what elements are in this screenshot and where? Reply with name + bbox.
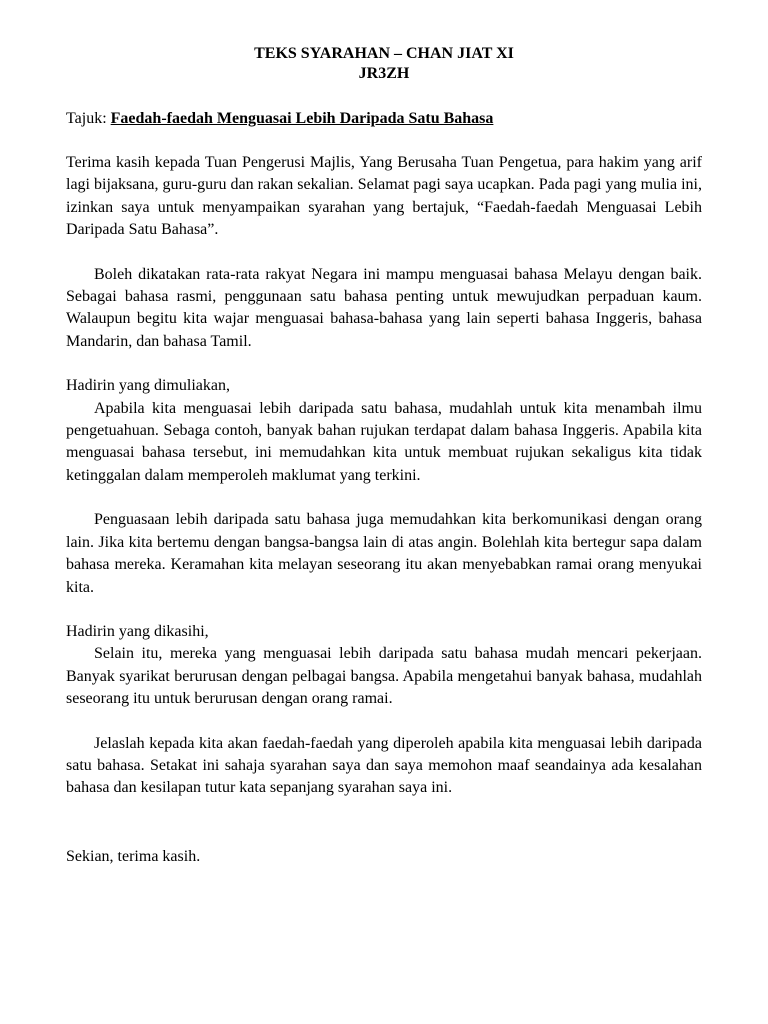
paragraph-point-2: Penguasaan lebih daripada satu bahasa juga memudahkan kita berkomunikasi dengan orang lain. Jika kita bertemu dengan bangsa-bangsa lain di atas angin. Bolehlah kita bertegur sapa dalam bahasa mereka. Keramahan kita melayan seseorang itu akan menyebabkan ramai orang menyukai kita.: [66, 511, 702, 596]
paragraph-conclusion: Jelaslah kepada kita akan faedah-faedah yang diperoleh apabila kita menguasai lebih daripada satu bahasa. Setakat ini sahaja syarahan saya dan saya memohon maaf seandainya ada kesalahan bahasa dan kesilapan tutur kata sepanjang syarahan saya ini.: [66, 734, 702, 797]
paragraph-point-1: Apabila kita menguasai lebih daripada satu bahasa, mudahlah untuk kita menambah ilmu pengetuahuan. Sebaga contoh, banyak bahan rujukan terdapat dalam bahasa Inggeris. Apabila kita menguasai bahasa tersebut, ini memudahkan kita untuk membuat rujukan sekaligus kita tidak ketinggalan dalam memperoleh maklumat yang terkini.: [66, 399, 702, 484]
paragraph-opening: Terima kasih kepada Tuan Pengerusi Majlis, Yang Berusaha Tuan Pengetua, para hakim yang arif lagi bijaksana, guru-guru dan rakan sekalian. Selamat pagi saya ucapkan. Pada pagi yang mulia ini, izinkan saya untuk menyampaikan syarahan yang bertajuk, “Faedah-faedah Menguasai Lebih Daripada Satu Bahasa”.: [66, 154, 702, 239]
greeting-dikasihi: Hadirin yang dikasihi,: [66, 622, 209, 640]
greeting-dimuliakan: Hadirin yang dimuliakan,: [66, 377, 230, 395]
closing-line: Sekian, terima kasih.: [66, 847, 201, 865]
paragraph-point-3: Selain itu, mereka yang menguasai lebih daripada satu bahasa mudah mencari pekerjaan. Banyak syarikat berurusan dengan pelbagai bangsa. Apabila mengetahui banyak bahasa, mudahlah seseorang itu untuk berurusan dengan orang ramai.: [66, 645, 702, 708]
document-header: [66, 44, 702, 84]
paragraph-intro: Boleh dikatakan rata-rata rakyat Negara ini mampu menguasai bahasa Melayu dengan baik. Sebagai bahasa rasmi, penggunaan satu bahasa penting untuk mewujudkan perpaduan kaum. Walaupun begitu kita wajar menguasai bahasa-bahasa yang lain seperti bahasa Inggeris, bahasa Mandarin, dan bahasa Tamil.: [66, 265, 702, 350]
document-code: JR3ZH: [358, 65, 410, 82]
document-title: TEKS SYARAHAN – CHAN JIAT XI: [254, 45, 514, 62]
topic-line: [66, 108, 702, 130]
topic-label: Tajuk:: [66, 110, 111, 127]
topic-title: Faedah-faedah Menguasai Lebih Daripada Satu Bahasa: [110, 110, 494, 127]
